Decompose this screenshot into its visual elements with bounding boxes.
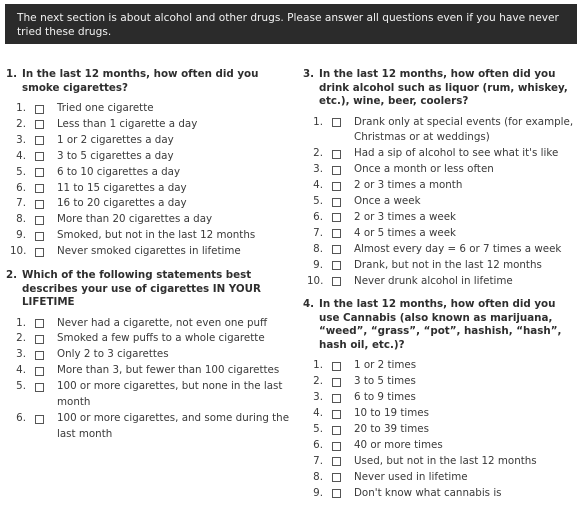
option-number: 1. (313, 115, 323, 128)
option-label: 11 to 15 cigarettes a day (57, 181, 187, 194)
option-number: 3. (16, 348, 26, 361)
option-label: Don't know what cannabis is (354, 486, 502, 499)
option-label: Once a month or less often (354, 163, 494, 176)
option-label: Used, but not in the last 12 months (354, 454, 537, 467)
option-checkbox[interactable] (332, 166, 341, 175)
question-text: Which of the following statements best describes your use of cigarettes IN YOUR LIFETIME (22, 269, 261, 309)
section-intro-banner (5, 4, 577, 44)
option-checkbox[interactable] (35, 383, 44, 392)
question-number: 4. (303, 298, 315, 311)
option-checkbox[interactable] (35, 136, 44, 145)
question-text: In the last 12 months, how often did you smoke cigarettes? (22, 68, 259, 94)
option-checkbox[interactable] (332, 489, 341, 498)
option-number: 4. (313, 407, 323, 420)
answer-option[interactable] (303, 194, 579, 210)
option-label: Almost every day = 6 or 7 times a week (354, 242, 562, 255)
option-number: 8. (313, 470, 323, 483)
option-label: 1 or 2 times (354, 359, 417, 372)
answer-option[interactable] (6, 379, 294, 411)
answer-option[interactable] (6, 149, 294, 165)
option-number: 5. (16, 380, 26, 393)
question-1 (6, 68, 294, 260)
option-checkbox[interactable] (332, 261, 341, 270)
option-label: 1 or 2 cigarettes a day (57, 133, 174, 146)
answer-option[interactable] (303, 390, 579, 406)
answer-option[interactable] (303, 115, 579, 147)
option-label: Once a week (354, 195, 421, 208)
option-checkbox[interactable] (35, 232, 44, 241)
answer-option[interactable] (303, 210, 579, 226)
question-number: 3. (303, 68, 315, 80)
answer-option[interactable] (303, 258, 579, 274)
option-label: Only 2 to 3 cigarettes (57, 348, 169, 361)
option-label: More than 20 cigarettes a day (57, 213, 213, 226)
answer-option[interactable] (303, 454, 579, 470)
answer-option[interactable] (6, 117, 294, 133)
answer-option[interactable] (6, 347, 294, 363)
option-label: 10 to 19 times (354, 407, 429, 420)
option-label: 20 to 39 times (354, 423, 429, 436)
option-checkbox[interactable] (35, 152, 44, 161)
option-number: 7. (313, 454, 323, 467)
answer-options (303, 358, 579, 501)
option-number: 9. (16, 229, 26, 242)
option-number: 10. (307, 274, 324, 287)
option-number: 2. (313, 147, 323, 160)
option-label: 100 or more cigarettes, but none in the last month (57, 380, 283, 409)
answer-option[interactable] (6, 411, 294, 443)
option-number: 8. (16, 213, 26, 226)
option-number: 8. (313, 242, 323, 255)
answer-option[interactable] (6, 181, 294, 197)
option-number: 6. (313, 210, 323, 223)
answer-option[interactable] (303, 146, 579, 162)
option-checkbox[interactable] (35, 120, 44, 129)
option-checkbox[interactable] (35, 168, 44, 177)
option-label: Drank, but not in the last 12 months (354, 258, 542, 271)
option-number: 5. (313, 423, 323, 436)
option-number: 4. (16, 149, 26, 162)
option-label: 6 to 10 cigarettes a day (57, 165, 181, 178)
option-checkbox[interactable] (332, 150, 341, 159)
answer-option[interactable] (6, 133, 294, 149)
option-label: Tried one cigarette (57, 102, 154, 114)
option-label: Smoked, but not in the last 12 months (57, 229, 256, 242)
option-number: 1. (16, 102, 26, 114)
answer-option[interactable] (303, 178, 579, 194)
option-checkbox[interactable] (332, 198, 341, 207)
option-label: More than 3, but fewer than 100 cigarettes (57, 364, 280, 377)
option-number: 4. (16, 364, 26, 377)
answer-option[interactable] (6, 244, 294, 260)
option-label: Never smoked cigarettes in lifetime (57, 245, 241, 258)
option-checkbox[interactable] (332, 394, 341, 403)
option-checkbox[interactable] (332, 245, 341, 254)
option-number: 4. (313, 179, 323, 192)
option-label: 40 or more times (354, 439, 443, 451)
answer-option[interactable] (6, 316, 294, 332)
option-checkbox[interactable] (332, 426, 341, 435)
answer-option[interactable] (303, 486, 579, 502)
section-intro-text: The next section is about alcohol and other drugs. Please answer all questions even if you have never tried these drugs. (17, 12, 559, 38)
question-heading (303, 298, 579, 352)
question-number: 2. (6, 269, 18, 282)
option-checkbox[interactable] (332, 213, 341, 222)
option-number: 7. (313, 226, 323, 239)
answer-options (303, 115, 579, 290)
option-label: Less than 1 cigarette a day (57, 117, 198, 130)
option-label: 4 or 5 times a week (354, 226, 456, 239)
option-number: 5. (16, 165, 26, 178)
option-checkbox[interactable] (332, 118, 341, 127)
option-checkbox[interactable] (35, 200, 44, 209)
option-label: 16 to 20 cigarettes a day (57, 197, 187, 210)
answer-option[interactable] (303, 358, 579, 374)
answer-option[interactable] (6, 196, 294, 212)
option-number: 3. (313, 391, 323, 404)
option-number: 3. (313, 163, 323, 176)
answer-options (6, 101, 294, 260)
option-checkbox[interactable] (35, 216, 44, 225)
question-heading (6, 68, 294, 95)
answer-option[interactable] (6, 331, 294, 347)
option-checkbox[interactable] (332, 442, 341, 451)
option-label: 2 or 3 times a month (354, 179, 463, 192)
option-checkbox[interactable] (35, 415, 44, 424)
option-number: 5. (313, 195, 323, 208)
option-label: Never had a cigarette, not even one puff (57, 316, 268, 329)
option-label: Drank only at special events (for example, Christmas or at weddings) (354, 115, 574, 144)
option-checkbox[interactable] (35, 319, 44, 328)
option-label: Never used in lifetime (354, 470, 468, 483)
answer-option[interactable] (6, 363, 294, 379)
answer-option[interactable] (6, 212, 294, 228)
option-checkbox[interactable] (35, 248, 44, 257)
question-2 (6, 269, 294, 443)
option-label: Had a sip of alcohol to see what it's like (354, 147, 559, 160)
option-label: Smoked a few puffs to a whole cigarette (57, 332, 265, 345)
question-number: 1. (6, 68, 18, 80)
answer-option[interactable] (303, 162, 579, 178)
answer-options (6, 316, 294, 443)
option-number: 2. (313, 375, 323, 388)
option-checkbox[interactable] (332, 378, 341, 387)
option-label: Never drunk alcohol in lifetime (354, 274, 513, 287)
option-number: 9. (313, 486, 323, 499)
option-number: 6. (16, 181, 26, 194)
option-label: 3 to 5 cigarettes a day (57, 149, 174, 162)
question-4 (303, 298, 579, 501)
question-heading (303, 68, 579, 109)
option-label: 3 to 5 times (354, 375, 416, 388)
option-checkbox[interactable] (35, 367, 44, 376)
option-number: 1. (16, 316, 26, 329)
question-3 (303, 68, 579, 289)
option-number: 1. (313, 359, 323, 372)
option-checkbox[interactable] (332, 229, 341, 238)
option-number: 9. (313, 258, 323, 271)
answer-option[interactable] (6, 165, 294, 181)
option-number: 2. (16, 332, 26, 345)
left-column (6, 68, 294, 452)
option-checkbox[interactable] (332, 457, 341, 466)
option-number: 2. (16, 117, 26, 130)
answer-option[interactable] (303, 226, 579, 242)
question-text: In the last 12 months, how often did you use Cannabis (also known as marijuana, “weed”, “grass”, “pot”, hashish, “hash”, hash oil, etc.)? (319, 298, 562, 351)
option-number: 6. (16, 412, 26, 424)
option-label: 6 to 9 times (354, 391, 416, 404)
option-checkbox[interactable] (332, 277, 341, 286)
answer-option[interactable] (303, 406, 579, 422)
option-checkbox[interactable] (35, 105, 44, 114)
question-heading (6, 269, 294, 310)
answer-option[interactable] (6, 101, 294, 117)
option-checkbox[interactable] (35, 351, 44, 360)
option-checkbox[interactable] (332, 473, 341, 482)
answer-option[interactable] (6, 228, 294, 244)
option-checkbox[interactable] (332, 410, 341, 419)
option-checkbox[interactable] (332, 362, 341, 371)
option-number: 7. (16, 197, 26, 210)
answer-option[interactable] (303, 242, 579, 258)
option-checkbox[interactable] (332, 182, 341, 191)
option-number: 6. (313, 439, 323, 451)
option-number: 10. (10, 245, 27, 258)
answer-option[interactable] (303, 422, 579, 438)
option-checkbox[interactable] (35, 184, 44, 193)
option-label: 100 or more cigarettes, and some during the last month (57, 412, 290, 440)
option-checkbox[interactable] (35, 335, 44, 344)
right-column (303, 68, 579, 511)
option-number: 3. (16, 133, 26, 146)
question-text: In the last 12 months, how often did you drink alcohol such as liquor (rum, whiskey, etc.), wine, beer, coolers? (319, 68, 568, 107)
option-label: 2 or 3 times a week (354, 210, 456, 223)
answer-option[interactable] (303, 470, 579, 486)
answer-option[interactable] (303, 374, 579, 390)
answer-option[interactable] (303, 438, 579, 454)
answer-option[interactable] (303, 274, 579, 290)
